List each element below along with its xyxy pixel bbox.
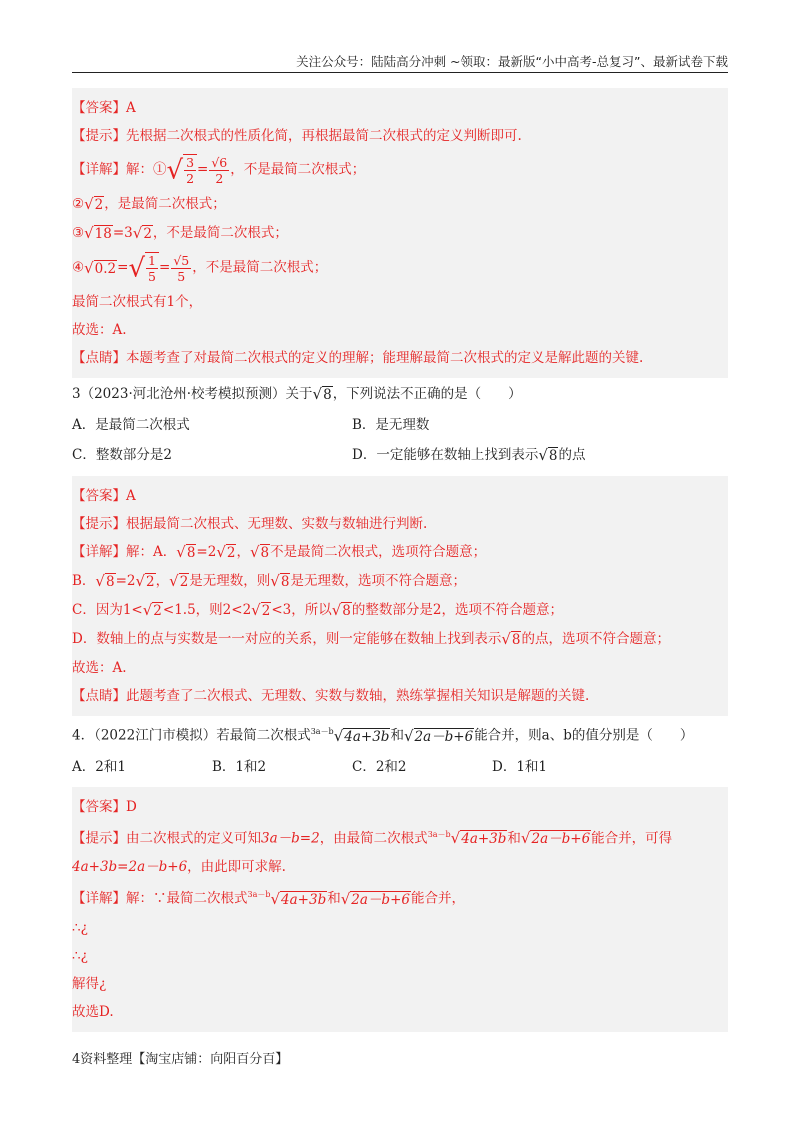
q3-solution bbox=[72, 476, 728, 716]
q4-detail-3: ∴¿ bbox=[72, 947, 88, 964]
q3-hint: 【提示】根据最简二次根式、无理数、实数与数轴进行判断. bbox=[72, 516, 428, 532]
page-number: 4 bbox=[72, 1052, 81, 1067]
q4-answer: 【答案】D bbox=[72, 798, 137, 815]
document-body bbox=[72, 88, 728, 1032]
q3-option-b: B．是无理数 bbox=[352, 417, 430, 433]
q3-stem: 3（2023·河北沧州·校考模拟预测）关于√8，下列说法不正确的是（ ） bbox=[72, 385, 522, 403]
q4-stem: 4．（2022江门市模拟）若最简二次根式$^{3a-b}$√4a+3b和√2a－b+6能合并，则a、b的值分别是（ ） bbox=[72, 726, 694, 745]
q4-detail-4: 解得¿ bbox=[72, 975, 107, 992]
q3-options-row-2 bbox=[72, 445, 728, 466]
q3-detail-2: B．√8=2√2，√2是无理数，则√8是无理数，选项不符合题意； bbox=[72, 572, 466, 590]
q3-detail-1: 【详解】解：A．√8=2√2，√8不是最简二次根式，选项符合题意； bbox=[72, 543, 487, 561]
footer-text: 资料整理【淘宝店铺：向阳百分百】 bbox=[80, 1052, 289, 1067]
q4-option-c: C．2和2 bbox=[352, 758, 407, 775]
q2-detail-5: 最简二次根式有1个， bbox=[72, 294, 203, 310]
q2-detail-4: ④√0.2=√ $\frac{1}{5}$ = $\frac{√5}{5}$ ，不是最简二次根式； bbox=[72, 252, 328, 284]
q3-detail-4: D．数轴上的点与实数是一一对应的关系，则一定能够在数轴上找到表示√8的点，选项不符合题意； bbox=[72, 630, 670, 648]
q3-option-c: C．整数部分是2 bbox=[72, 447, 172, 463]
q3-options-row-1 bbox=[72, 415, 728, 435]
q2-detail-6: 故选：A. bbox=[72, 322, 127, 338]
q2-detail-3: ③√18=3√2，不是最简二次根式； bbox=[72, 224, 288, 242]
q4-option-d: D．1和1 bbox=[492, 758, 548, 775]
q2-detail-1: 【详解】解：①√ $\frac{3}{2}$ = $\frac{√6}{2}$ ，不是最简二次根式； bbox=[72, 154, 366, 186]
q2-detail-2: ②√2，是最简二次根式； bbox=[72, 195, 226, 213]
page-header: 关注公众号：陆陆高分冲刺 ~领取：最新版“小中高考-总复习”、最新试卷下载 bbox=[296, 54, 728, 69]
q2-comment: 【点睛】本题考查了对最简二次根式的定义的理解；能理解最简二次根式的定义是解此题的关键. bbox=[72, 350, 644, 366]
q3-detail-3: C．因为1<√2<1.5，则2<2√2<3，所以√8的整数部分是2，选项不符合题意； bbox=[72, 601, 563, 619]
q4-solution bbox=[72, 787, 728, 1032]
q4-hint-2: 4a+3b=2a－b+6，由此即可求解. bbox=[72, 859, 286, 875]
q4-detail-5: 故选D. bbox=[72, 1003, 114, 1020]
q3-option-a: A．是最简二次根式 bbox=[72, 417, 190, 433]
header-rule bbox=[72, 72, 728, 73]
sqrt-3-over-2: √ $\frac{3}{2}$ bbox=[167, 162, 198, 178]
q4-detail-2: ∴¿ bbox=[72, 919, 88, 936]
q3-option-d: D．一定能够在数轴上找到表示√8的点 bbox=[352, 446, 586, 464]
q4-detail-1: 【详解】解：∵最简二次根式$^{3a-b}$√4a+3b和√2a－b+6能合并， bbox=[72, 889, 465, 908]
q4-option-a: A．2和1 bbox=[72, 758, 126, 775]
q2-solution bbox=[72, 88, 728, 378]
q3-comment: 【点睛】此题考查了二次根式、无理数、实数与数轴，熟练掌握相关知识是解题的关键. bbox=[72, 688, 590, 704]
q4-option-b: B．1和2 bbox=[212, 758, 267, 775]
q2-answer: 【答案】A bbox=[72, 100, 136, 116]
q3-answer: 【答案】A bbox=[72, 488, 136, 504]
page-footer bbox=[72, 1048, 288, 1067]
q4-hint-1: 【提示】由二次根式的定义可知3a－b=2，由最简二次根式$^{3a-b}$√4a+3b和√2a－b+6能合并，可得 bbox=[72, 829, 673, 847]
q2-hint: 【提示】先根据二次根式的性质化简，再根据最简二次根式的定义判断即可. bbox=[72, 128, 522, 144]
q3-detail-5: 故选：A. bbox=[72, 660, 127, 676]
q4-options bbox=[72, 757, 728, 777]
